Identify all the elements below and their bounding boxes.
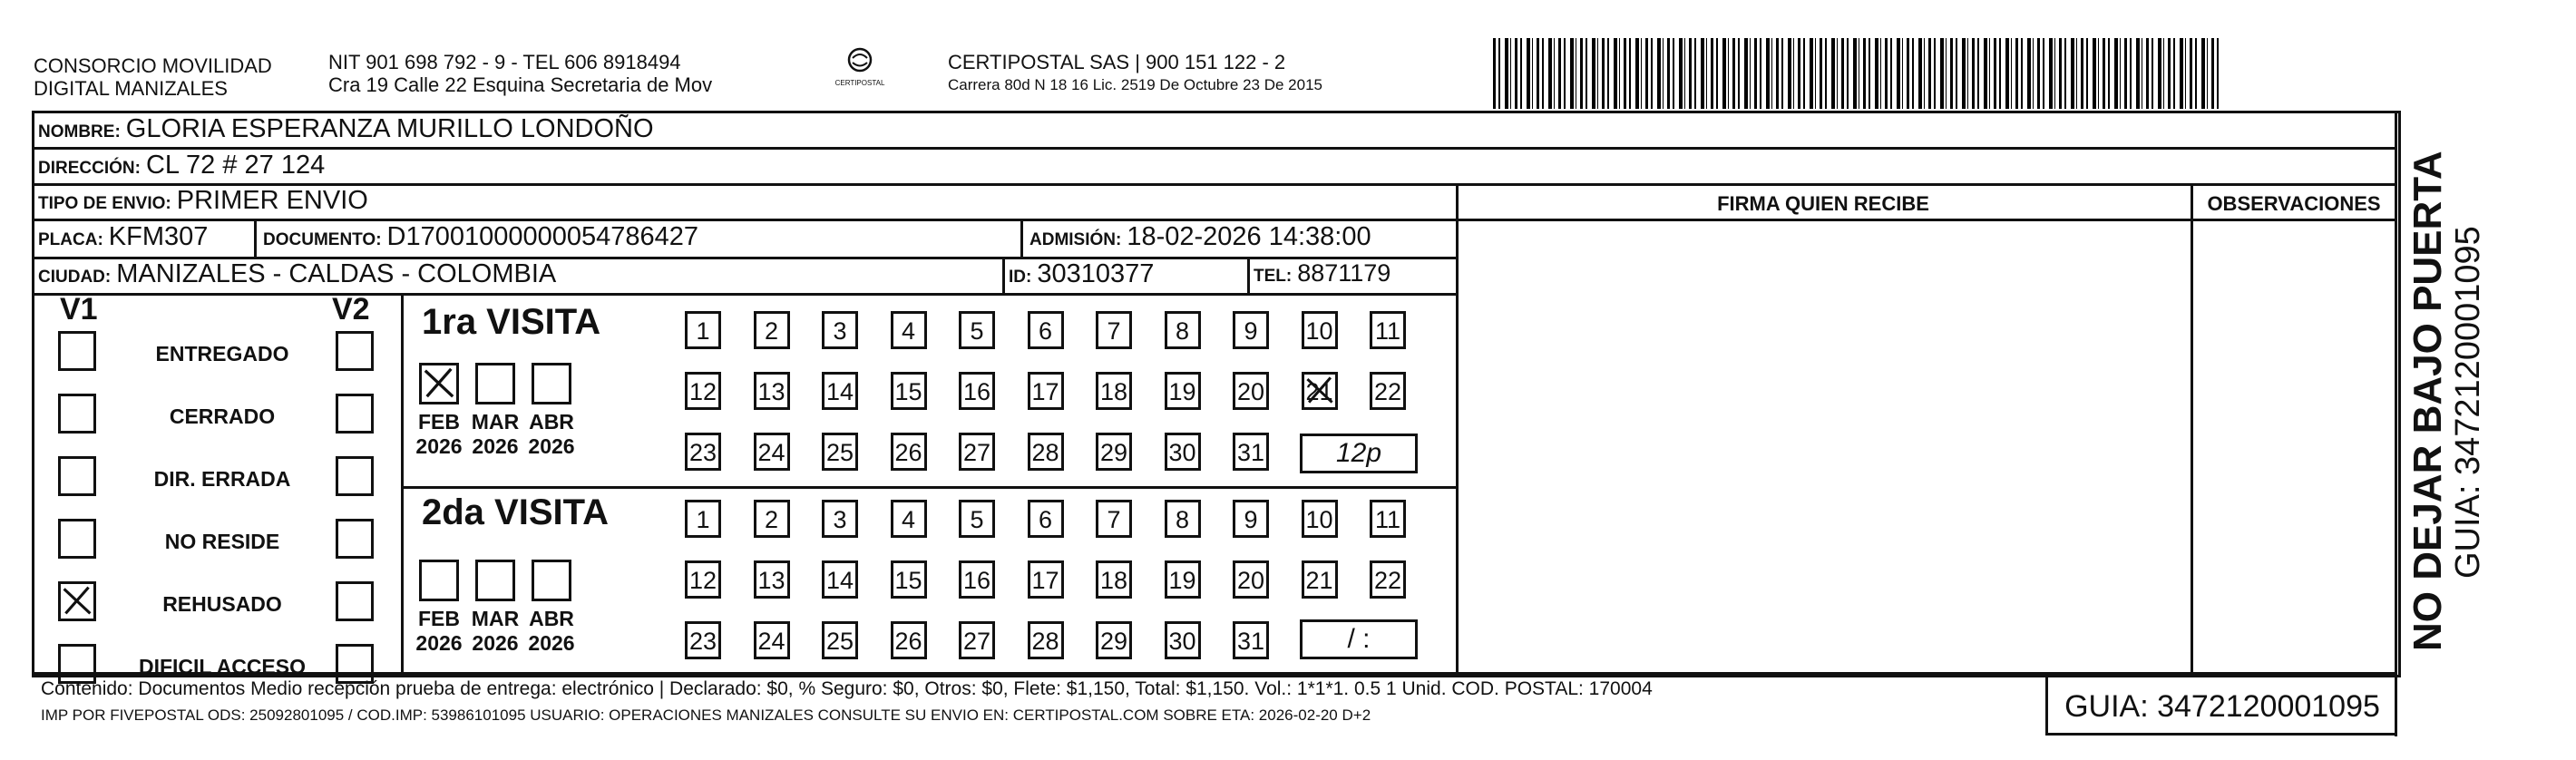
day-number: 9: [1244, 506, 1258, 533]
day-box[interactable]: [1096, 621, 1132, 659]
day-number: 11: [1374, 317, 1401, 345]
day-box[interactable]: [1302, 311, 1338, 349]
day-box[interactable]: [1165, 560, 1201, 599]
day-box[interactable]: [1370, 372, 1406, 410]
day-box[interactable]: [891, 311, 927, 349]
day-box[interactable]: [1165, 433, 1201, 471]
month-year: 2026: [472, 631, 519, 655]
day-box[interactable]: [822, 311, 858, 349]
day-box[interactable]: [822, 500, 858, 538]
day-number: 19: [1168, 378, 1196, 405]
day-number: 26: [894, 439, 922, 466]
day-box[interactable]: [1028, 560, 1064, 599]
logo-text: CERTIPOSTAL: [834, 79, 885, 87]
day-number: 12: [688, 567, 717, 594]
visit2-title: 2da VISITA: [422, 492, 609, 532]
ciudad-row: [38, 259, 556, 289]
day-number: 14: [825, 567, 854, 594]
day-box[interactable]: [1370, 311, 1406, 349]
month-checkbox[interactable]: [419, 560, 459, 601]
day-box[interactable]: [754, 500, 790, 538]
observaciones-header: OBSERVACIONES: [2207, 192, 2381, 215]
day-number: 3: [833, 317, 847, 345]
month-year: 2026: [528, 434, 575, 458]
day-number: 8: [1175, 506, 1190, 533]
day-number: 5: [970, 506, 984, 533]
id-value: 30310377: [1037, 259, 1155, 288]
day-box[interactable]: [1028, 311, 1064, 349]
day-box[interactable]: [1370, 560, 1406, 599]
barcode: [1493, 38, 2222, 109]
id-label: ID:: [1009, 268, 1032, 287]
side-warning: NO DEJAR BAJO PUERTA: [2405, 151, 2450, 651]
direccion-label: DIRECCIÓN:: [38, 159, 141, 178]
status-option-label: CERRADO: [169, 404, 276, 428]
day-box[interactable]: [1028, 621, 1064, 659]
side-guia: GUIA: 3472120001095: [2449, 226, 2487, 579]
company-line2: DIGITAL MANIZALES: [34, 77, 228, 100]
day-box[interactable]: [754, 621, 790, 659]
day-number: 1: [696, 317, 710, 345]
day-number: 16: [962, 567, 991, 594]
tipo-value: PRIMER ENVIO: [176, 186, 368, 215]
v2-checkbox[interactable]: [336, 331, 374, 371]
tel-label: TEL:: [1254, 267, 1293, 286]
day-number: 7: [1107, 506, 1121, 533]
day-number: 25: [825, 439, 854, 466]
day-number: 12: [688, 378, 717, 405]
visit1-title: 1ra VISITA: [422, 302, 601, 342]
v1-checkbox[interactable]: [58, 581, 96, 621]
day-number: 23: [688, 439, 717, 466]
nombre-value: GLORIA ESPERANZA MURILLO LONDOÑO: [125, 114, 654, 143]
day-number: 28: [1031, 439, 1059, 466]
tel-row: [1254, 259, 1390, 287]
day-box[interactable]: [685, 372, 721, 410]
day-number: 14: [825, 378, 854, 405]
day-number: 27: [962, 628, 991, 655]
month-year: 2026: [415, 434, 463, 458]
day-number: 10: [1305, 506, 1333, 533]
courier-name: CERTIPOSTAL SAS | 900 151 122 - 2: [948, 51, 1286, 73]
admision-value: 18-02-2026 14:38:00: [1127, 222, 1371, 251]
day-box[interactable]: [1028, 500, 1064, 538]
footer-line2: IMP POR FIVEPOSTAL ODS: 25092801095 / COD.IMP: 53986101095 USUARIO: OPERACIONES MANIZALES CONSULTE SU ENVIO EN: CERTIPOSTAL.COM SOBRE ETA: 2026-02-20 D+2: [41, 706, 1371, 724]
day-number: 5: [970, 317, 984, 345]
footer-guia: GUIA: 3472120001095: [2064, 689, 2380, 724]
month-name: FEB: [418, 607, 460, 630]
visit2-time-note[interactable]: / :: [1300, 619, 1418, 659]
company-line1: CONSORCIO MOVILIDAD: [34, 54, 272, 77]
day-box[interactable]: [1233, 372, 1269, 410]
v2-checkbox[interactable]: [336, 581, 374, 621]
day-number: 23: [688, 628, 717, 655]
day-number: 15: [894, 567, 922, 594]
month-year: 2026: [415, 631, 463, 655]
day-number: 30: [1168, 628, 1196, 655]
day-box[interactable]: [959, 621, 995, 659]
day-number: 2: [764, 506, 779, 533]
day-number: 17: [1031, 378, 1059, 405]
day-number: 15: [894, 378, 922, 405]
day-box[interactable]: [891, 372, 927, 410]
day-box[interactable]: [1302, 372, 1338, 410]
day-box[interactable]: [754, 560, 790, 599]
day-number: 1: [696, 506, 710, 533]
day-number: 7: [1107, 317, 1121, 345]
nombre-row: [38, 114, 654, 144]
day-box[interactable]: [1233, 621, 1269, 659]
direccion-row: [38, 151, 325, 180]
day-box[interactable]: [959, 311, 995, 349]
tipo-label: TIPO DE ENVIO:: [38, 194, 171, 213]
day-number: 31: [1236, 439, 1265, 466]
day-box[interactable]: [959, 433, 995, 471]
day-box[interactable]: [822, 433, 858, 471]
day-number: 25: [825, 628, 854, 655]
day-box[interactable]: [1028, 372, 1064, 410]
month-label: [520, 607, 583, 656]
day-number: 6: [1038, 317, 1053, 345]
day-box[interactable]: [1165, 621, 1201, 659]
day-number: 22: [1373, 378, 1402, 405]
day-number: 10: [1305, 317, 1333, 345]
month-year: 2026: [528, 631, 575, 655]
month-name: ABR: [529, 607, 574, 630]
status-option-label: NO RESIDE: [164, 530, 280, 553]
day-box[interactable]: [891, 560, 927, 599]
tel-value: 8871179: [1297, 259, 1391, 287]
month-checkbox[interactable]: [475, 560, 515, 601]
documento-value: D17001000000054786427: [386, 222, 699, 251]
status-option-label: DIFICIL ACCESO: [138, 655, 306, 678]
day-number: 6: [1038, 506, 1053, 533]
ciudad-label: CIUDAD:: [38, 268, 112, 287]
firma-header: FIRMA QUIEN RECIBE: [1717, 192, 1929, 215]
day-box[interactable]: [959, 560, 995, 599]
day-box[interactable]: [1028, 433, 1064, 471]
day-number: 24: [757, 628, 785, 655]
day-box[interactable]: [1302, 500, 1338, 538]
day-box[interactable]: [891, 433, 927, 471]
day-number: 16: [962, 378, 991, 405]
v2-checkbox[interactable]: [336, 394, 374, 434]
day-box[interactable]: [1096, 311, 1132, 349]
day-number: 4: [901, 506, 916, 533]
day-box[interactable]: [891, 500, 927, 538]
day-box[interactable]: [959, 372, 995, 410]
day-box[interactable]: [685, 560, 721, 599]
day-number: 21: [1305, 378, 1333, 405]
day-box[interactable]: [1233, 433, 1269, 471]
day-box[interactable]: [1165, 372, 1201, 410]
v1-checkbox[interactable]: [58, 456, 96, 496]
day-number: 20: [1236, 378, 1265, 405]
day-box[interactable]: [822, 372, 858, 410]
day-box[interactable]: [685, 311, 721, 349]
company-name: [34, 54, 272, 100]
company-contact: [328, 51, 712, 96]
day-number: 20: [1236, 567, 1265, 594]
status-option-label: DIR. ERRADA: [153, 467, 291, 491]
company-address: Cra 19 Calle 22 Esquina Secretaria de Mov: [328, 73, 713, 96]
ciudad-value: MANIZALES - CALDAS - COLOMBIA: [116, 259, 557, 288]
nombre-label: NOMBRE:: [38, 122, 121, 141]
day-number: 24: [757, 439, 785, 466]
day-box[interactable]: [685, 433, 721, 471]
footer-line1: Contenido: Documentos Medio recepción prueba de entrega: electrónico | Declarado: $0, % Seguro: $0, Otros: $0, Flete: $1,150, Total: $1,150. Vol.: 1*1*1. 0.5 1 Unid. COD. POSTAL: 170004: [41, 678, 1653, 699]
month-label: [407, 410, 471, 459]
status-option-label: REHUSADO: [162, 592, 282, 616]
day-number: 2: [764, 317, 779, 345]
day-box[interactable]: [754, 433, 790, 471]
v1-checkbox[interactable]: [58, 394, 96, 434]
check-mark-icon: [1304, 375, 1335, 405]
documento-row: [263, 222, 698, 252]
nit-text: NIT 901 698 792 - 9 - TEL 606 8918494: [328, 51, 681, 73]
day-box[interactable]: [822, 560, 858, 599]
v2-header: V2: [332, 292, 370, 326]
day-box[interactable]: [1096, 372, 1132, 410]
day-box[interactable]: [1233, 311, 1269, 349]
month-checkbox[interactable]: [532, 560, 571, 601]
day-box[interactable]: [891, 621, 927, 659]
day-number: 13: [757, 567, 785, 594]
month-year: 2026: [472, 434, 519, 458]
day-box[interactable]: [1302, 560, 1338, 599]
v1-header: V1: [60, 292, 98, 326]
day-box[interactable]: [685, 621, 721, 659]
day-box[interactable]: [1233, 500, 1269, 538]
admision-row: [1029, 222, 1371, 252]
day-number: 31: [1236, 628, 1265, 655]
day-number: 3: [833, 506, 847, 533]
day-number: 30: [1168, 439, 1196, 466]
day-number: 26: [894, 628, 922, 655]
month-name: ABR: [529, 410, 574, 434]
day-number: 13: [757, 378, 785, 405]
v2-checkbox[interactable]: [336, 456, 374, 496]
day-number: 27: [962, 439, 991, 466]
courier-logo: [834, 47, 885, 87]
v2-checkbox[interactable]: [336, 519, 374, 559]
tipo-row: [38, 186, 368, 216]
month-label: [463, 607, 527, 656]
month-checkbox[interactable]: [419, 363, 459, 404]
day-box[interactable]: [1096, 560, 1132, 599]
day-box[interactable]: [822, 621, 858, 659]
day-number: 17: [1031, 567, 1059, 594]
month-name: FEB: [418, 410, 460, 434]
v1-checkbox[interactable]: [58, 519, 96, 559]
day-box[interactable]: [754, 372, 790, 410]
direccion-value: CL 72 # 27 124: [145, 151, 326, 180]
month-name: MAR: [471, 410, 520, 434]
day-number: 11: [1374, 506, 1401, 533]
day-number: 21: [1305, 567, 1333, 594]
month-checkbox[interactable]: [532, 363, 571, 404]
day-number: 29: [1099, 628, 1128, 655]
month-label: [407, 607, 471, 656]
id-row: [1009, 259, 1154, 289]
day-number: 29: [1099, 439, 1128, 466]
day-box[interactable]: [1165, 500, 1201, 538]
day-box[interactable]: [1370, 500, 1406, 538]
courier-info: [948, 51, 1322, 96]
v1-checkbox[interactable]: [58, 331, 96, 371]
courier-logo-icon: [844, 47, 876, 74]
day-number: 18: [1099, 378, 1128, 405]
month-name: MAR: [471, 607, 520, 630]
day-box[interactable]: [1096, 500, 1132, 538]
check-mark-icon: [422, 365, 456, 400]
day-number: 19: [1168, 567, 1196, 594]
day-number: 22: [1373, 567, 1402, 594]
admision-label: ADMISIÓN:: [1029, 230, 1122, 249]
documento-label: DOCUMENTO:: [263, 230, 382, 249]
day-number: 8: [1175, 317, 1190, 345]
day-number: 18: [1099, 567, 1128, 594]
month-checkbox[interactable]: [475, 363, 515, 404]
day-box[interactable]: [754, 311, 790, 349]
placa-row: [38, 222, 208, 252]
status-option-label: ENTREGADO: [155, 342, 289, 365]
month-label: [463, 410, 527, 459]
day-box[interactable]: [959, 500, 995, 538]
day-number: 28: [1031, 628, 1059, 655]
side-divider: [2395, 111, 2397, 736]
day-number: 9: [1244, 317, 1258, 345]
placa-value: KFM307: [108, 222, 209, 251]
placa-label: PLACA:: [38, 230, 103, 249]
check-mark-icon: [61, 584, 93, 617]
day-number: 4: [901, 317, 916, 345]
day-box[interactable]: [1233, 560, 1269, 599]
visit1-time-note[interactable]: 12p: [1300, 434, 1418, 473]
day-box[interactable]: [685, 500, 721, 538]
month-label: [520, 410, 583, 459]
courier-address: Carrera 80d N 18 16 Lic. 2519 De Octubre 23 De 2015: [948, 76, 1322, 93]
day-box[interactable]: [1096, 433, 1132, 471]
day-box[interactable]: [1165, 311, 1201, 349]
